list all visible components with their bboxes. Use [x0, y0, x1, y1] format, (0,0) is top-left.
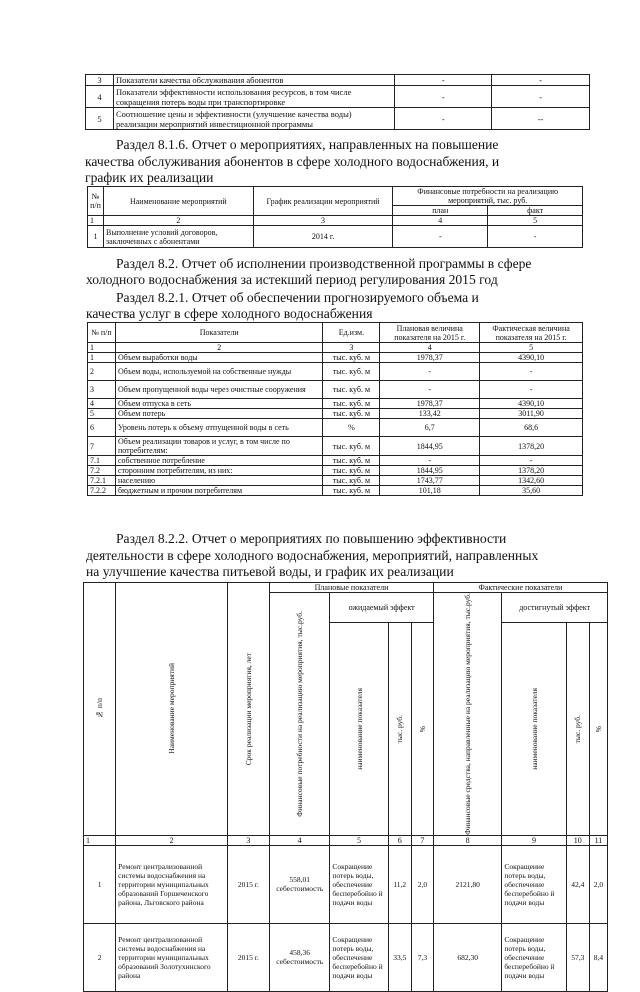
- fin-plan-cell: 458,36 себестоимость: [270, 923, 330, 991]
- fin-fact-cell: 2121,80: [433, 845, 501, 923]
- row-number: 3: [86, 75, 114, 86]
- header-ind-name2: наименование показателя: [502, 623, 566, 835]
- indicator-name: населению: [115, 476, 322, 486]
- indicator-name: Объем пропущенной воды через очистные сооружения: [115, 381, 322, 399]
- header-term: Срок реализации мероприятия, лет: [227, 583, 269, 836]
- plan-value: 1844,95: [380, 466, 480, 476]
- pct-fact-cell: 2,0: [589, 845, 607, 923]
- header-plan: план: [393, 206, 488, 216]
- measure-name: Ремонт централизованной системы водоснабжения на территории муниципальных образований Горшеченского района, Льговского района: [116, 845, 228, 923]
- index-cell: 5: [488, 216, 583, 226]
- header-fin: Финансовые потребности на реализацию мероприятий, тыс. руб.: [393, 187, 583, 206]
- fact-value: 1342,60: [480, 476, 583, 486]
- indicator-name: Объем потерь: [115, 409, 322, 419]
- plan-value: 1978,37: [380, 399, 480, 409]
- index-cell: 8: [433, 835, 501, 845]
- table-row: [88, 466, 583, 476]
- indicator-name: Объем выработки воды: [115, 353, 322, 363]
- rub-cell: 11,2: [388, 845, 411, 923]
- value-cell: -: [492, 86, 590, 108]
- index-cell: 2: [116, 835, 228, 845]
- indicator-name: бюджетным и прочим потребителям: [115, 486, 322, 496]
- index-cell: 1: [88, 343, 116, 353]
- index-cell: 5: [330, 835, 388, 845]
- schedule-cell: 2014 г.: [253, 226, 393, 248]
- plan-value: 133,42: [380, 409, 480, 419]
- rub-fact-cell: 57,3: [566, 923, 589, 991]
- unit-cell: %: [323, 419, 380, 437]
- index-cell: 6: [388, 835, 411, 845]
- plan-value: 1978,37: [380, 353, 480, 363]
- unit-cell: тыс. куб. м: [323, 437, 380, 456]
- unit-cell: тыс. куб. м: [323, 466, 380, 476]
- header-fin-plan: Финансовые потребности на реализацию мероприятия, тыс.руб.: [270, 593, 330, 836]
- plan-cell: -: [393, 226, 488, 248]
- table-row: [88, 399, 583, 409]
- pct-cell: 7,3: [411, 923, 433, 991]
- header-num: № п/п: [88, 323, 116, 343]
- index-cell: 7: [411, 835, 433, 845]
- indicator-name: Объем воды, используемой на собственные нужды: [115, 363, 322, 381]
- value-cell: -: [395, 108, 492, 130]
- indicator-name: Уровень потерь к объему отпущенной воды в сеть: [115, 419, 322, 437]
- unit-cell: тыс. куб. м: [323, 409, 380, 419]
- value-cell: --: [492, 108, 590, 130]
- row-number: 7.2.1: [88, 476, 116, 486]
- section-821-line2: качества услуг в сфере холодного водоснабжения: [86, 306, 373, 321]
- table-row: [88, 381, 583, 399]
- section-822-line1: Раздел 8.2.2. Отчет о мероприятиях по повышению эффективности: [116, 531, 507, 546]
- section-82-line2: холодного водоснабжения за истекший период регулирования 2015 год: [86, 272, 498, 287]
- row-number: 2: [84, 923, 116, 991]
- fact-value: -: [480, 381, 583, 399]
- fact-value: 3011,90: [480, 409, 583, 419]
- header-ind-name: наименование показателя: [330, 623, 388, 835]
- row-number: 1: [84, 845, 116, 923]
- index-cell: 2: [103, 216, 253, 226]
- fact-value: 68,6: [480, 419, 583, 437]
- table-row: [88, 437, 583, 456]
- fact-value: -: [480, 456, 583, 466]
- index-cell: 1: [88, 216, 104, 226]
- header-schedule: График реализации мероприятий: [253, 187, 393, 216]
- table-row: [88, 409, 583, 419]
- row-number: 7.1: [88, 456, 116, 466]
- unit-cell: тыс. куб. м: [323, 381, 380, 399]
- plan-value: 1844,95: [380, 437, 480, 456]
- table-row: [88, 486, 583, 496]
- header-num: № п/п: [84, 583, 116, 836]
- fact-value: 4390,10: [480, 353, 583, 363]
- index-cell: 4: [380, 343, 480, 353]
- section-816-line1: Раздел 8.1.6. Отчет о мероприятиях, направленных на повышение: [116, 137, 499, 152]
- header-achieved: достигнутый эффект: [502, 593, 608, 623]
- table-row: [84, 845, 608, 923]
- table-row: [84, 923, 608, 991]
- index-cell: 3: [227, 835, 269, 845]
- header-rub: тыс. руб.: [388, 623, 411, 835]
- row-number: 5: [86, 108, 114, 130]
- header-plan-group: Плановые показатели: [270, 583, 434, 593]
- achieved-effect-cell: Сокращение потерь воды, обеспечение бесперебойно й подачи воды: [502, 845, 566, 923]
- fact-value: 35,60: [480, 486, 583, 496]
- indicator-name: Объем реализации товаров и услуг, в том числе по потребителям:: [115, 437, 322, 456]
- unit-cell: тыс. куб. м: [323, 486, 380, 496]
- table-row: [88, 419, 583, 437]
- fin-plan-cell: 558,01 себестоимость: [270, 845, 330, 923]
- rub-fact-cell: 42,4: [566, 845, 589, 923]
- header-fact: Фактическая величина показателя на 2015 г.: [480, 323, 583, 343]
- indicator-name: сторонним потребителям, из них:: [115, 466, 322, 476]
- plan-value: -: [380, 456, 480, 466]
- index-cell: 2: [115, 343, 322, 353]
- indicator-name: Показатели эффективности использования ресурсов, в том числе сокращения потерь воды при транспортировке: [113, 86, 394, 108]
- table-816: [87, 186, 583, 248]
- top-table: [85, 74, 590, 130]
- header-pct2: %: [589, 623, 607, 835]
- index-cell: 9: [502, 835, 566, 845]
- header-unit: Ед.изм.: [323, 323, 380, 343]
- section-822-line2: деятельности в сфере холодного водоснабжения, мероприятий, направленных: [86, 548, 539, 563]
- header-rub2: тыс. руб.: [566, 623, 589, 835]
- header-name: Наименование мероприятий: [103, 187, 253, 216]
- value-cell: -: [395, 75, 492, 86]
- fact-value: 1378,20: [480, 466, 583, 476]
- fin-fact-cell: 682,30: [433, 923, 501, 991]
- measure-name: Выполнение условий договоров, заключенных с абонентами: [103, 226, 253, 248]
- row-number: 5: [88, 409, 116, 419]
- achieved-effect-cell: Сокращение потерь воды, обеспечение бесперебойно й подачи воды: [502, 923, 566, 991]
- row-number: 7: [88, 437, 116, 456]
- header-fin-fact: Финансовые средства, направленные на реализацию мероприятия, тыс.руб.: [433, 593, 501, 836]
- table-row: [88, 476, 583, 486]
- fact-cell: -: [488, 226, 583, 248]
- value-cell: -: [492, 75, 590, 86]
- table-row: [88, 353, 583, 363]
- header-plan: Плановая величина показателя на 2015 г.: [380, 323, 480, 343]
- value-cell: -: [395, 86, 492, 108]
- term-cell: 2015 г.: [227, 923, 269, 991]
- plan-value: 6,7: [380, 419, 480, 437]
- header-fact-group: Фактические показатели: [433, 583, 607, 593]
- row-number: 3: [88, 381, 116, 399]
- section-82-line1: Раздел 8.2. Отчет об исполнении производственной программы в сфере: [116, 256, 532, 271]
- table-822: [83, 582, 608, 992]
- unit-cell: тыс. куб. м: [323, 456, 380, 466]
- unit-cell: тыс. куб. м: [323, 399, 380, 409]
- row-number: 6: [88, 419, 116, 437]
- unit-cell: тыс. куб. м: [323, 353, 380, 363]
- row-number: 1: [88, 353, 116, 363]
- plan-value: 101,18: [380, 486, 480, 496]
- table-821: [87, 322, 583, 496]
- term-cell: 2015 г.: [227, 845, 269, 923]
- plan-value: 1743,77: [380, 476, 480, 486]
- row-number: 2: [88, 363, 116, 381]
- expected-effect-cell: Сокращение потерь воды, обеспечение бесперебойно й подачи воды: [330, 845, 388, 923]
- pct-cell: 2,0: [411, 845, 433, 923]
- pct-fact-cell: 8,4: [589, 923, 607, 991]
- section-816-line3: график их реализации: [85, 170, 214, 185]
- table-row: [88, 456, 583, 466]
- row-number: 7.2: [88, 466, 116, 476]
- indicator-name: Объем отпуска в сеть: [115, 399, 322, 409]
- rub-cell: 33,5: [388, 923, 411, 991]
- index-cell: 3: [253, 216, 393, 226]
- index-cell: 4: [393, 216, 488, 226]
- index-cell: 3: [323, 343, 380, 353]
- table-row: [88, 363, 583, 381]
- plan-value: -: [380, 381, 480, 399]
- indicator-name: собственное потребление: [115, 456, 322, 466]
- row-number: 7.2.2: [88, 486, 116, 496]
- index-cell: 1: [84, 835, 116, 845]
- row-number: 1: [88, 226, 104, 248]
- fact-value: 1378,20: [480, 437, 583, 456]
- fact-value: 4390,10: [480, 399, 583, 409]
- fact-value: -: [480, 363, 583, 381]
- section-821-line1: Раздел 8.2.1. Отчет об обеспечении прогнозируемого объема и: [116, 290, 479, 305]
- index-cell: 4: [270, 835, 330, 845]
- indicator-name: Соотношение цены и эффективности (улучшение качества воды) реализации мероприятий инвестиционной программы: [113, 108, 394, 130]
- unit-cell: тыс. куб. м: [323, 363, 380, 381]
- header-num: № п/п: [88, 187, 104, 216]
- unit-cell: тыс. куб. м: [323, 476, 380, 486]
- index-cell: 11: [589, 835, 607, 845]
- header-pct: %: [411, 623, 433, 835]
- header-fact: факт: [488, 206, 583, 216]
- section-816-line2: качества обслуживания абонентов в сфере холодного водоснабжения, и: [85, 154, 500, 169]
- plan-value: -: [380, 363, 480, 381]
- measure-name: Ремонт централизованной системы водоснабжения на территории муниципальных образований Золотухинского района: [116, 923, 228, 991]
- index-cell: 10: [566, 835, 589, 845]
- index-cell: 5: [480, 343, 583, 353]
- header-name: Наименование мероприятий: [116, 583, 228, 836]
- header-indicators: Показатели: [115, 323, 322, 343]
- row-number: 4: [86, 86, 114, 108]
- indicator-name: Показатели качества обслуживания абонентов: [113, 75, 394, 86]
- expected-effect-cell: Сокращение потерь воды, обеспечение бесперебойно й подачи воды: [330, 923, 388, 991]
- header-expected: ожидаемый эффект: [330, 593, 434, 623]
- section-822-line3: на улучшение качества питьевой воды, и график их реализации: [86, 564, 454, 579]
- row-number: 4: [88, 399, 116, 409]
